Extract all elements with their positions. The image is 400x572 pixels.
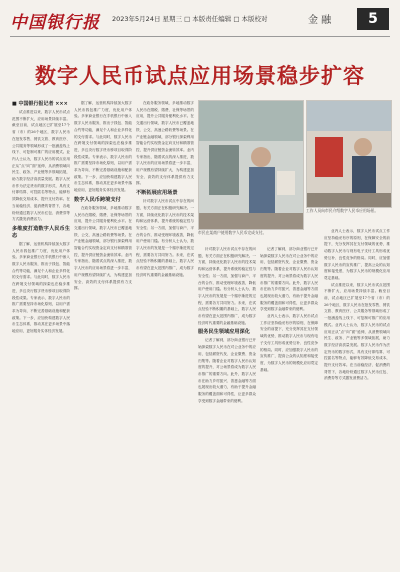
body-text: 记者了解到，部分商业银行已开始探索数字人民币在对公业务中的应用，包括薪资代发、企业缴费、资金归集等。随着企业对数字人民币认知度的提升，对公场景将成为数字人民币推广的重要方向。此外，数字人民币在助力乡村振兴、普惠金融等方面也展现出较大潜力，有助于提升金融服务的覆盖面和可得性，让更多群众享受到数字金融带来的便利。 <box>260 247 318 312</box>
date-line: 2023年5月24日 星期三 □ 本版责任编辑 □ 本版校对 <box>112 15 268 23</box>
article-column-1 <box>12 100 70 562</box>
newspaper-logo: 中国银行报 <box>10 13 100 33</box>
article-column-6 <box>324 228 390 562</box>
body-text: 记者了解到，部分商业银行已开始探索数字人民币在对公业务中的应用，包括薪资代发、企业缴费、资金归集等。随着企业对数字人民币认知度的提升，对公场景将成为数字人民币推广的重要方向。此外，数字人民币在助力乡村振兴、普惠金融等方面也展现出较大潜力，有助于提升金融服务的覆盖面和可得性，让更多群众享受到数字金融带来的便利。 <box>198 338 256 403</box>
body-text: 针对数字人民币试点中存在的问题，有关方面正在积极研究解决。一方面，持续优化数字人民币的技术架构和运营体系，提升系统的稳定性与安全性；另一方面，加强与商户、平台的合作，推动受理环境改善，降低用户使用门槛。有分析人士认为，数字人民币的发展是一个循序渐进的过程，需要各方共同努力。未来，在试点经验不断积累的基础上，数字人民币有望在更大范围内推广，成为数字经济时代重要的金融基础设施。 <box>136 199 194 277</box>
photo-1-image <box>199 101 303 229</box>
section-name: 金 融 <box>308 15 332 26</box>
body-text: 试点推进以来，数字人民币试点范围不断扩大，应用场景持续丰富。截至目前，试点地区已扩展至17个省（市）的26个地区，数字人民币在批发零售、餐饮文旅、教育医疗、公共服务等领域形成了一批涵盖线上线下、可复制可推广的应用模式。业内人士认为，数字人民币的试点应用正从“点”向“面”延伸，从消费领域向民生、政务、产业链等多领域拓展，助力数字经济高质量发展。数字人民币作为法定货币的数字形式，具有支付即结算、可控匿名等特点，能够有效降低交易成本，提升支付效率。在当前稳经济、促消费的背景下，各地纷纷通过数字人民币红包、消费券等方式激发消费活力。 <box>324 282 390 381</box>
article-column-3 <box>136 100 194 562</box>
photo-1-caption: 市民在某商户使用数字人民币完成支付。 <box>198 230 267 235</box>
subhead-3: 不断拓展应用场景 <box>136 190 178 197</box>
header-rule <box>10 36 390 37</box>
article-photo-2 <box>306 100 392 208</box>
subhead-1: 多维度打造数字人民币生态 <box>12 225 70 239</box>
body-text: 业内人士表示，数字人民币试点工作应坚持稳妥有序的原则，在保障安全的前提下，充分发挥其在支付领域的优势，推动数字人民币与现有电子支付工具形成优势互补、良性竞争的格局。同时，应加强数字人民币的宣传推广，提高公众的认知度和接受度，为数字人民币的规模化应用奠定基础。 <box>260 314 318 372</box>
body-text: 据了解，运营机构持续加大数字人民币钱包推广力度，优化用户体验。多家商业银行在手机银行中嵌入数字人民币服务，推出子钱包、智能合约等功能，满足个人和企业多样化的支付需求。与此同时，数字人民币在跨境支付领域的探索也在稳步推进，多边央行数字货币桥项目取得阶段性成果。专家表示，数字人民币的推广需要坚持市场化原则，以用户需求为导向，不断完善基础设施和配套政策。下一步，应加快构建数字人民币生态体系，推动其在更多场景中落地应用，更好服务实体经济发展。 <box>74 101 132 193</box>
article-column-2 <box>74 100 132 562</box>
masthead <box>0 0 400 46</box>
body-text: 针对数字人民币试点中存在的问题，有关方面正在积极研究解决。一方面，持续优化数字人民币的技术架构和运营体系，提升系统的稳定性与安全性；另一方面，加强与商户、平台的合作，推动受理环境改善，降低用户使用门槛。有分析人士认为，数字人民币的发展是一个循序渐进的过程，需要各方共同努力。未来，在试点经验不断积累的基础上，数字人民币有望在更大范围内推广，成为数字经济时代重要的金融基础设施。 <box>198 247 256 325</box>
page-number: 5 <box>357 8 389 30</box>
body-text: 在政务服务领域，多地推动数字人民币在缴税、缴费、社保等场景的应用，提升公共服务便利化水平。在交通出行领域，数字人民币已覆盖地铁、公交、高速公路收费等场景。在产业链金融领域，部分银行探索利用智能合约实现资金定向支付和精准管控，提升供应链资金流转效率。业内专家指出，随着试点的深入推进，数字人民币的应用场景将进一步丰富，用户规模有望持续扩大，为构建更加安全、高效的支付体系提供有力支撑。 <box>136 101 194 186</box>
article-column-5 <box>260 246 318 562</box>
body-text: 据了解，运营机构持续加大数字人民币钱包推广力度，优化用户体验。多家商业银行在手机银行中嵌入数字人民币服务，推出子钱包、智能合约等功能，满足个人和企业多样化的支付需求。与此同时，数字人民币在跨境支付领域的探索也在稳步推进，多边央行数字货币桥项目取得阶段性成果。专家表示，数字人民币的推广需要坚持市场化原则，以用户需求为导向，不断完善基础设施和配套政策。下一步，应加快构建数字人民币生态体系，推动其在更多场景中落地应用，更好服务实体经济发展。 <box>12 241 70 334</box>
article-column-4 <box>198 246 256 562</box>
photo-2-image <box>307 101 391 207</box>
article-photo-1 <box>198 100 304 230</box>
photo-2-caption: 工作人员向市民介绍数字人民币应用场景。 <box>306 208 379 213</box>
byline: ■ 中国银行报记者 ××× <box>12 101 68 107</box>
subhead-2: 数字人民币跨境支付 <box>74 196 121 203</box>
subhead-4: 服务民生领域应用深化 <box>198 329 250 336</box>
headline: 数字人民币试点应用场景稳步扩容 <box>35 64 365 88</box>
body-text: 试点推进以来，数字人民币试点范围不断扩大，应用场景持续丰富。截至目前，试点地区已扩展至17个省（市）的26个地区，数字人民币在批发零售、餐饮文旅、教育医疗、公共服务等领域形成了一批涵盖线上线下、可复制可推广的应用模式。业内人士认为，数字人民币的试点应用正从“点”向“面”延伸，从消费领域向民生、政务、产业链等多领域拓展，助力数字经济高质量发展。数字人民币作为法定货币的数字形式，具有支付即结算、可控匿名等特点，能够有效降低交易成本，提升支付效率。在当前稳经济、促消费的背景下，各地纷纷通过数字人民币红包、消费券等方式激发消费活力。 <box>12 110 70 222</box>
body-text: 在政务服务领域，多地推动数字人民币在缴税、缴费、社保等场景的应用，提升公共服务便利化水平。在交通出行领域，数字人民币已覆盖地铁、公交、高速公路收费等场景。在产业链金融领域，部分银行探索利用智能合约实现资金定向支付和精准管控，提升供应链资金流转效率。业内专家指出，随着试点的深入推进，数字人民币的应用场景将进一步丰富，用户规模有望持续扩大，为构建更加安全、高效的支付体系提供有力支撑。 <box>74 205 132 291</box>
body-text: 业内人士表示，数字人民币试点工作应坚持稳妥有序的原则，在保障安全的前提下，充分发挥其在支付领域的优势，推动数字人民币与现有电子支付工具形成优势互补、良性竞争的格局。同时，应加强数字人民币的宣传推广，提高公众的认知度和接受度，为数字人民币的规模化应用奠定基础。 <box>324 229 390 280</box>
